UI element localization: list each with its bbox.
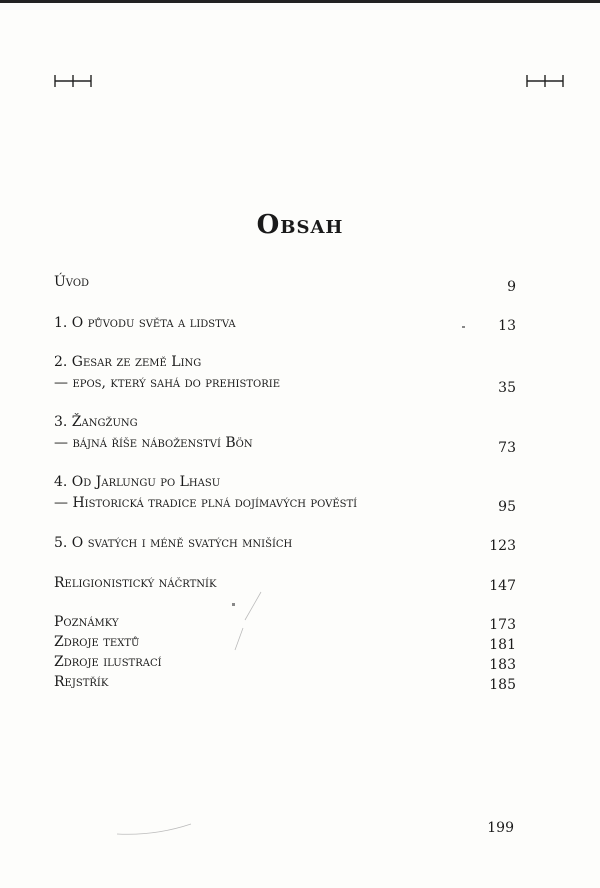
toc-entry-chapter-5: 5. O svatých i méně svatých mniších xyxy=(54,535,293,551)
toc-page-number: 183 xyxy=(489,657,516,673)
toc-page-number: 35 xyxy=(498,380,516,396)
page-title: Obsah xyxy=(256,210,344,240)
scan-scratch-icon xyxy=(215,590,265,660)
toc-page-number: 9 xyxy=(507,279,516,295)
toc-entry-chapter-4: 4. Od Jarlungu po Lhasu xyxy=(54,474,221,490)
toc-page-number: 181 xyxy=(489,637,516,653)
toc-entry-chapter-3: 3. Žangžung xyxy=(54,414,138,430)
toc-page-number: 95 xyxy=(498,499,516,515)
crop-mark-left-icon xyxy=(54,73,92,89)
toc-page-number: 185 xyxy=(489,677,516,693)
toc-entry-text-sources: Zdroje textů xyxy=(54,634,140,650)
toc-page-number: 13 xyxy=(498,318,516,334)
toc-entry-index: Rejstřík xyxy=(54,674,109,690)
crop-mark-right-icon xyxy=(526,73,564,89)
toc-entry-chapter-2-subtitle: — epos, který sahá do prehistorie xyxy=(54,375,280,391)
page-folio-number: 199 xyxy=(487,820,514,836)
scan-speck xyxy=(462,326,465,328)
toc-entry-chapter-1: 1. O původu světa a lidstva xyxy=(54,315,236,331)
toc-page-number: 147 xyxy=(489,578,516,594)
scan-top-edge xyxy=(0,0,600,3)
scan-scratch-icon xyxy=(115,820,195,840)
toc-entry-religion-notes: Religionistický náčrtník xyxy=(54,575,217,591)
toc-page-number: 173 xyxy=(489,617,516,633)
toc-entry-chapter-2: 2. Gesar ze země Ling xyxy=(54,354,202,370)
toc-entry-notes: Poznámky xyxy=(54,614,119,630)
toc-page-number: 123 xyxy=(489,538,516,554)
toc-page-number: 73 xyxy=(498,440,516,456)
toc-entry-illustration-sources: Zdroje ilustrací xyxy=(54,654,162,670)
toc-entry-intro: Úvod xyxy=(54,274,90,290)
toc-entry-chapter-3-subtitle: — bájná říše náboženství Bön xyxy=(54,435,253,451)
toc-entry-chapter-4-subtitle: — Historická tradice plná dojímavých pověstí xyxy=(54,495,358,511)
